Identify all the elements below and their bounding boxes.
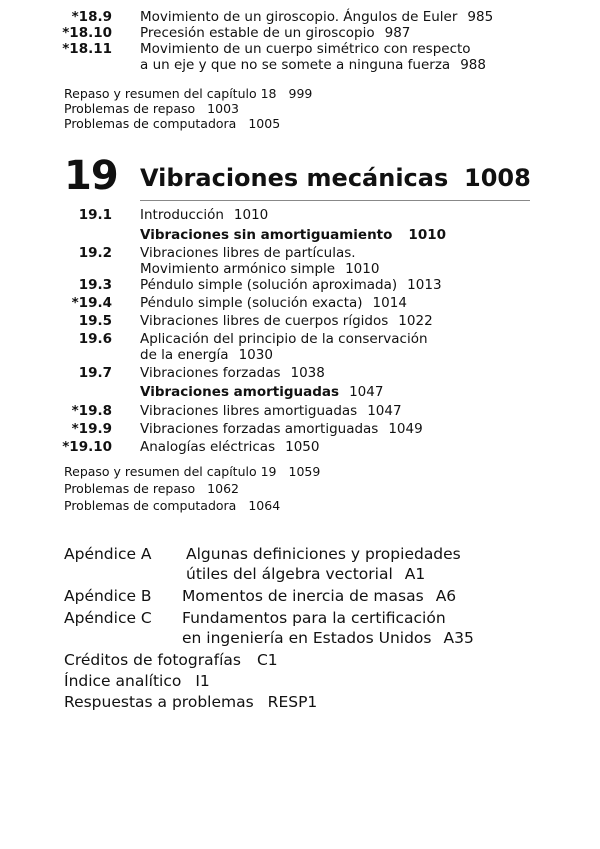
subheading: Vibraciones amortiguadas 1047 xyxy=(140,384,384,400)
section-title-cont: a un eje y que no se somete a ninguna fuerza 988 xyxy=(140,57,486,73)
section-title: Precesión estable de un giroscopio 987 xyxy=(140,25,411,41)
section-title: Vibraciones libres de partículas. xyxy=(140,245,356,261)
page-number: 1022 xyxy=(398,313,433,329)
section-title: Movimiento de un giroscopio. Ángulos de Euler 985 xyxy=(140,9,494,25)
review-entry: Problemas de computadora 1005 xyxy=(64,116,281,131)
page-number: 987 xyxy=(384,25,411,41)
page-number: RESP1 xyxy=(267,693,318,711)
section-title: Péndulo simple (solución aproximada) 1013 xyxy=(140,277,442,293)
chapter-rule xyxy=(140,200,530,201)
section-title: Introducción 1010 xyxy=(140,207,269,223)
section-title: Analogías eléctricas 1050 xyxy=(140,439,320,455)
page-number: 1064 xyxy=(248,498,281,513)
section-number: 19.1 xyxy=(78,207,112,223)
page-number: A35 xyxy=(443,629,474,647)
chapter-number: 19 xyxy=(64,153,118,199)
section-number: 19.5 xyxy=(78,313,112,329)
section-title-cont: de la energía 1030 xyxy=(140,347,273,363)
section-number: *19.9 xyxy=(71,421,112,437)
page-number: 1049 xyxy=(388,421,423,437)
page-number: 1059 xyxy=(288,464,321,479)
section-number: *18.9 xyxy=(71,9,112,25)
page-number: 1010 xyxy=(233,207,269,223)
section-title-cont: Movimiento armónico simple 1010 xyxy=(140,261,380,277)
section-title: Vibraciones libres de cuerpos rígidos 1022 xyxy=(140,313,433,329)
appendix-title: Algunas definiciones y propiedades xyxy=(186,545,461,563)
appendix-label: Apéndice B xyxy=(64,587,152,605)
page-number: 1062 xyxy=(207,481,239,496)
page-number: 1010 xyxy=(408,227,446,243)
section-title: Péndulo simple (solución exacta) 1014 xyxy=(140,295,407,311)
page-number: 1030 xyxy=(238,347,273,363)
section-number: 19.3 xyxy=(78,277,112,293)
page-number: A6 xyxy=(435,587,457,605)
chapter-title: Vibraciones mecánicas xyxy=(140,164,449,192)
review-entry: Problemas de repaso 1003 xyxy=(64,101,239,116)
back-matter-entry: Créditos de fotografías C1 xyxy=(64,651,278,669)
page-number: 1047 xyxy=(367,403,402,419)
section-number: *18.11 xyxy=(62,41,112,57)
back-matter-entry: Respuestas a problemas RESP1 xyxy=(64,693,318,711)
chapter-page-number: 1008 xyxy=(464,164,531,192)
review-entry: Problemas de computadora 1064 xyxy=(64,498,281,513)
section-title: Vibraciones forzadas amortiguadas 1049 xyxy=(140,421,423,437)
appendix-title-cont: en ingeniería en Estados Unidos A35 xyxy=(182,629,474,647)
appendix-label: Apéndice A xyxy=(64,545,152,563)
page-number: 999 xyxy=(288,86,313,101)
section-number: *18.10 xyxy=(62,25,112,41)
section-number: *19.8 xyxy=(71,403,112,419)
page-number: 1003 xyxy=(207,101,239,116)
page-number: 1014 xyxy=(372,295,407,311)
page-number: 1047 xyxy=(349,384,384,400)
section-number: *19.10 xyxy=(62,439,112,455)
back-matter-entry: Índice analítico I1 xyxy=(64,672,210,690)
page-number: 988 xyxy=(460,57,486,73)
appendix-title: Momentos de inercia de masas A6 xyxy=(182,587,457,605)
review-entry: Problemas de repaso 1062 xyxy=(64,481,239,496)
section-title: Movimiento de un cuerpo simétrico con respecto xyxy=(140,41,471,57)
subheading: Vibraciones sin amortiguamiento 1010 xyxy=(140,227,446,243)
appendix-title-cont: útiles del álgebra vectorial A1 xyxy=(186,565,426,583)
page-number: 1010 xyxy=(345,261,380,277)
section-number: *19.4 xyxy=(71,295,112,311)
page-number: A1 xyxy=(404,565,426,583)
review-entry: Repaso y resumen del capítulo 18 999 xyxy=(64,86,313,101)
page-number: 1050 xyxy=(285,439,320,455)
review-entry: Repaso y resumen del capítulo 19 1059 xyxy=(64,464,321,479)
page-number: 985 xyxy=(467,9,494,25)
page-number: 1005 xyxy=(248,116,281,131)
section-title: Aplicación del principio de la conservación xyxy=(140,331,428,347)
appendix-title: Fundamentos para la certificación xyxy=(182,609,446,627)
section-number: 19.6 xyxy=(78,331,112,347)
chapter-heading xyxy=(64,154,534,198)
section-title: Vibraciones libres amortiguadas 1047 xyxy=(140,403,402,419)
page-number: 1013 xyxy=(407,277,442,293)
page-number: I1 xyxy=(195,672,210,690)
appendix-label: Apéndice C xyxy=(64,609,152,627)
section-number: 19.2 xyxy=(78,245,112,261)
section-number: 19.7 xyxy=(78,365,112,381)
page-number: 1038 xyxy=(290,365,325,381)
section-title: Vibraciones forzadas 1038 xyxy=(140,365,325,381)
page-number: C1 xyxy=(256,651,278,669)
